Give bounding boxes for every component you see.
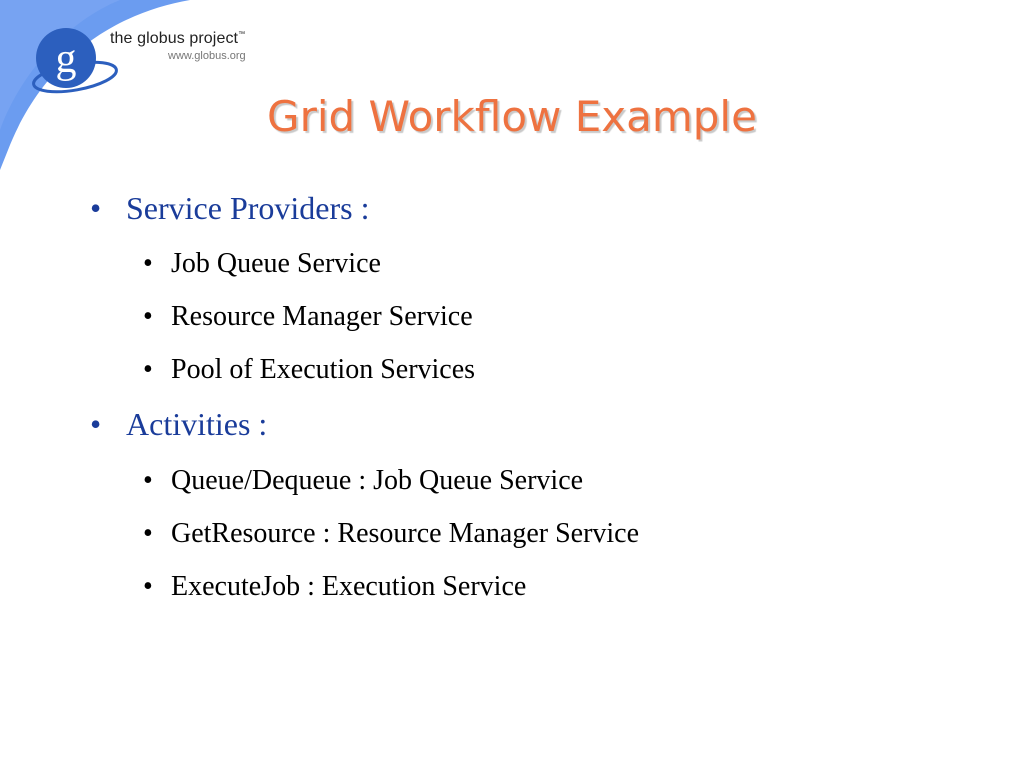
bullet-text: Activities :: [126, 406, 268, 442]
bullet-icon: •: [90, 190, 102, 226]
bullet-icon: •: [143, 465, 153, 496]
sub-bullet-text: Resource Manager Service: [171, 301, 473, 332]
sub-bullet-text: GetResource : Resource Manager Service: [171, 518, 640, 549]
sub-bullet-text: ExecuteJob : Execution Service: [171, 571, 527, 602]
sub-bullet-text: Pool of Execution Services: [171, 354, 476, 385]
slide-title: Grid Workflow Example: [267, 92, 757, 141]
bullet-icon: •: [143, 301, 153, 332]
logo-glyph: g: [55, 36, 77, 82]
bullet-text: Service Providers :: [126, 190, 370, 226]
sub-bullet-text: Job Queue Service: [171, 248, 381, 279]
bullet-icon: •: [143, 518, 153, 549]
bullet-icon: •: [90, 406, 102, 442]
sub-bullet-text: Queue/Dequeue : Job Queue Service: [171, 465, 584, 496]
bullet-icon: •: [143, 571, 153, 602]
logo-url: www.globus.org: [168, 50, 246, 62]
logo-trademark: ™: [238, 31, 246, 38]
logo-name-text: the globus project: [110, 30, 239, 47]
bullet-icon: •: [143, 354, 153, 385]
bullet-icon: •: [143, 248, 153, 279]
